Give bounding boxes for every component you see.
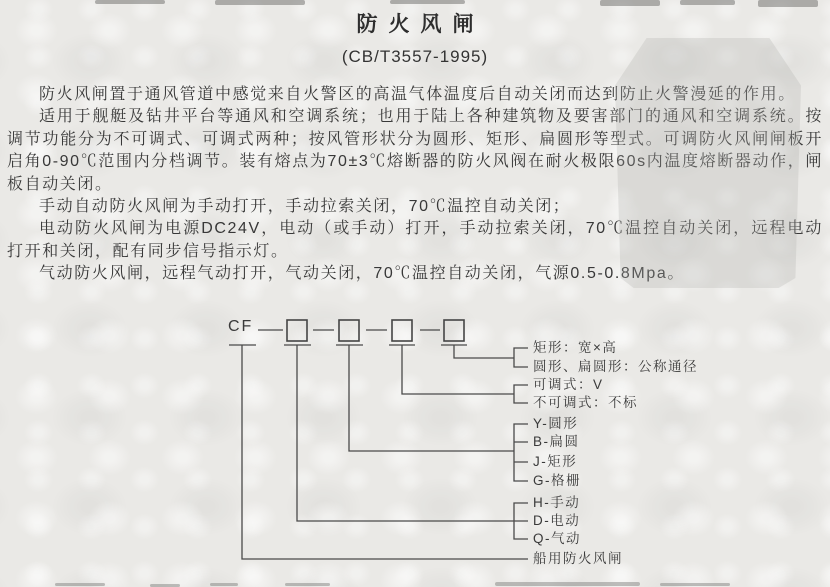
scan-watermark-shape <box>615 38 801 288</box>
leader-size <box>454 345 514 358</box>
label-shape-rect: J-矩形 <box>533 454 578 469</box>
label-round-size: 圆形、扁圆形：公称通径 <box>533 359 698 374</box>
label-adjustable: 可调式：V <box>533 377 604 392</box>
diagram-lines <box>0 310 830 587</box>
scan-artifact <box>95 0 165 4</box>
bracket-adjustable <box>514 385 528 403</box>
scan-artifact <box>600 0 660 6</box>
paragraph-pneumatic-type: 气动防火风闸，远程气动打开，气动关闭，70℃温控自动关闭，气源0.5-0.8Mpa。 <box>39 265 685 283</box>
label-non-adjustable: 不可调式：不标 <box>533 395 638 410</box>
model-code-box-1 <box>287 320 307 341</box>
model-code-box-2 <box>339 320 359 341</box>
bracket-shape <box>514 424 528 481</box>
leader-adjustable <box>402 345 514 394</box>
label-rect-size: 矩形：宽×高 <box>533 340 618 355</box>
scan-artifact <box>758 0 818 7</box>
paragraph-manual-type: 手动自动防火风闸为手动打开，手动拉索关闭，70℃温控自动关闭； <box>39 198 571 216</box>
scan-artifact <box>390 0 465 4</box>
paragraph-application: 适用于舰艇及钻井平台等通风和空调系统；也用于陆上各种建筑物及要害部门的通风和空调系统。按调节功能分为不可调式、可调式两种；按风管形状分为圆形、矩形、扁圆形等型式。可调防火风闸闸板开启角0-90℃范围内分档调节。装有熔点为70±3℃熔断器的防火风阀在耐火极限60s内温度熔断器动作，闸板自动关闭。 <box>7 108 823 193</box>
standard-code: (CB/T3557-1995) <box>341 47 489 66</box>
scan-artifact <box>215 0 305 5</box>
leader-drive-type <box>297 345 514 521</box>
paragraph-intro: 防火风闸置于通风管道中感觉来自火警区的高温气体温度后自动关闭而达到防止火警漫延的作用。 <box>39 86 796 103</box>
bracket-drive <box>514 503 528 539</box>
page-title: 防火风闸 <box>356 13 485 36</box>
scan-artifact <box>680 0 735 5</box>
label-drive-electric: D-电动 <box>533 513 581 528</box>
leader-prefix <box>242 345 528 559</box>
label-drive-manual: H-手动 <box>533 495 581 510</box>
label-shape-grille: G-格栅 <box>533 473 581 488</box>
model-prefix: CF <box>228 318 254 335</box>
model-code-box-4 <box>444 320 464 341</box>
paragraph-electric-type: 电动防火风闸为电源DC24V，电动（或手动）打开，手动拉索关闭，70℃温控自动关闭，远程电动打开和关闭，配有同步信号指示灯。 <box>7 220 823 260</box>
bracket-size <box>514 348 528 367</box>
model-code-box-3 <box>392 320 412 341</box>
label-marine-fire-damper: 船用防火风闸 <box>533 551 623 566</box>
label-drive-pneumatic: Q-气动 <box>533 531 581 546</box>
model-designation-diagram <box>0 310 830 587</box>
leader-shape-type <box>349 345 514 451</box>
label-shape-oval: B-扁圆 <box>533 434 580 449</box>
label-shape-round: Y-圆形 <box>533 416 579 431</box>
